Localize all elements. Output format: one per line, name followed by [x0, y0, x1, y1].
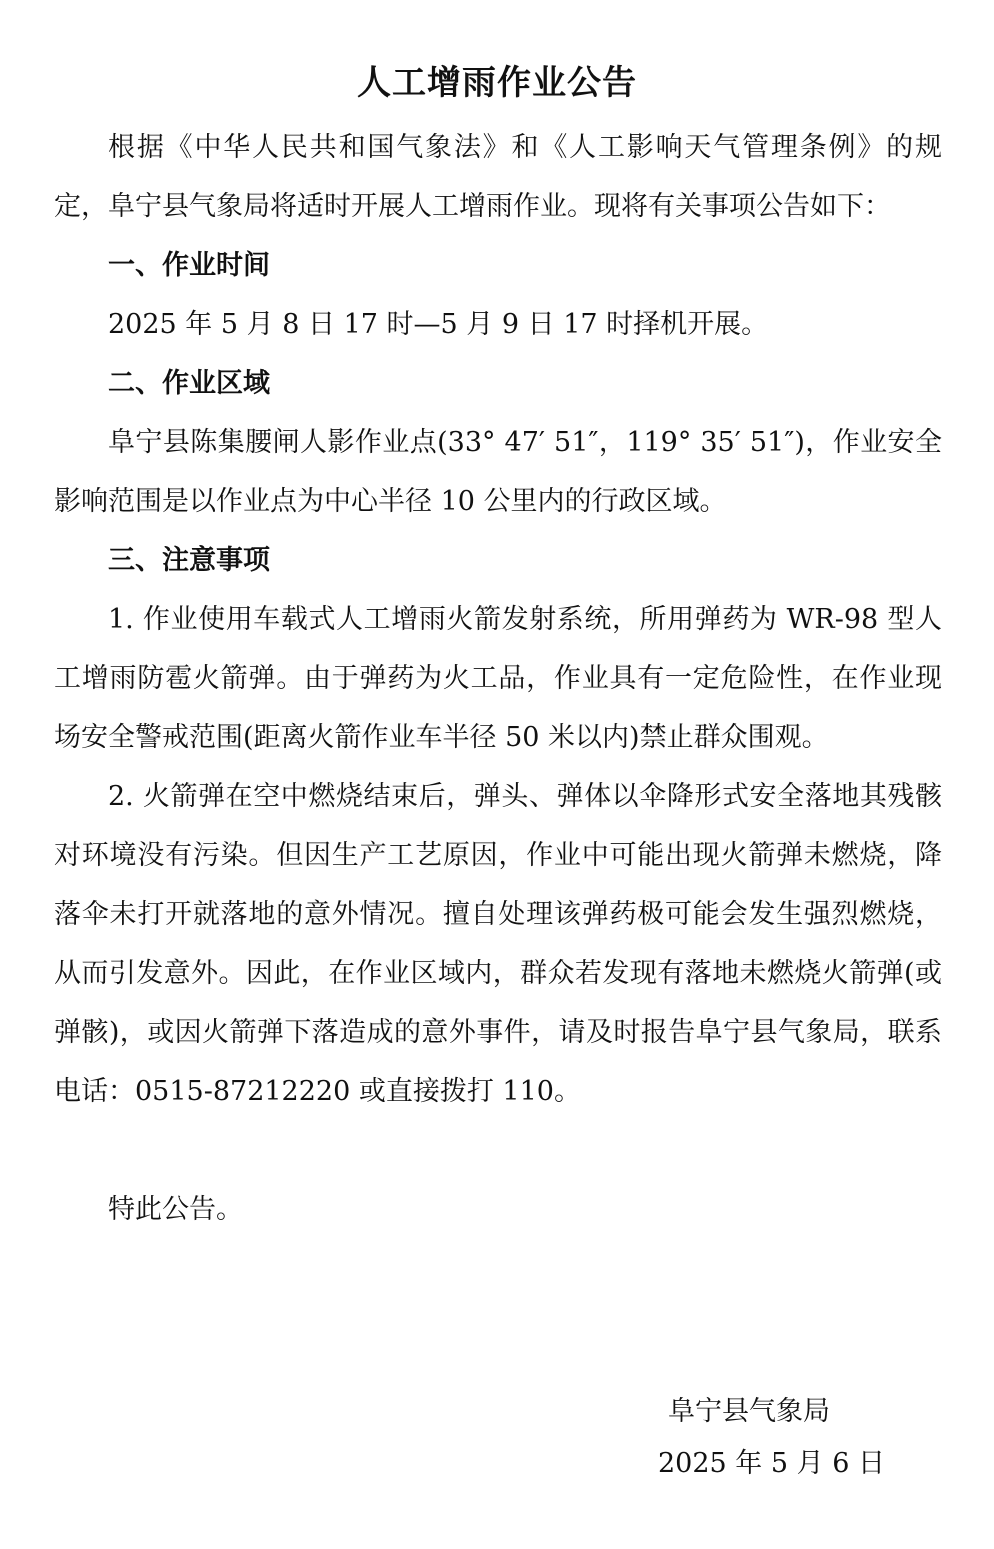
notice-body — [54, 118, 942, 1239]
note-item-1: 1. 作业使用车载式人工增雨火箭发射系统，所用弹药为 WR-98 型人工增雨防雹火箭弹。由于弹药为火工品，作业具有一定危险性，在作业现场安全警戒范围(距离火箭作业车半径 50 米以内)禁止群众围观。 — [54, 604, 942, 753]
intro-paragraph: 根据《中华人民共和国气象法》和《人工影响天气管理条例》的规定，阜宁县气象局将适时开展人工增雨作业。现将有关事项公告如下： — [54, 132, 942, 222]
closing-line: 特此公告。 — [108, 1194, 243, 1225]
signature-date: 2025 年 5 月 6 日 — [658, 1448, 885, 1479]
note-item-2: 2. 火箭弹在空中燃烧结束后，弹头、弹体以伞降形式安全落地其残骸对环境没有污染。但因生产工艺原因，作业中可能出现火箭弹未燃烧，降落伞未打开就落地的意外情况。擅自处理该弹药极可能会发生强烈燃烧，从而引发意外。因此，在作业区域内，群众若发现有落地未燃烧火箭弹(或弹骸)，或因火箭弹下落造成的意外事件，请及时报告阜宁县气象局，联系电话：0515-87212220 或直接拨打 110。 — [54, 781, 942, 1107]
section-heading-notes: 三、注意事项 — [108, 545, 270, 576]
section-heading-time: 一、作业时间 — [108, 250, 270, 281]
page-title: 人工增雨作业公告 — [357, 63, 637, 103]
signature-org: 阜宁县气象局 — [668, 1396, 830, 1427]
section-heading-area: 二、作业区域 — [108, 368, 270, 399]
section-paragraph-time: 2025 年 5 月 8 日 17 时—5 月 9 日 17 时择机开展。 — [108, 309, 769, 340]
section-paragraph-area: 阜宁县陈集腰闸人影作业点(33° 47′ 51″，119° 35′ 51″)，作业安全影响范围是以作业点为中心半径 10 公里内的行政区域。 — [54, 427, 942, 517]
